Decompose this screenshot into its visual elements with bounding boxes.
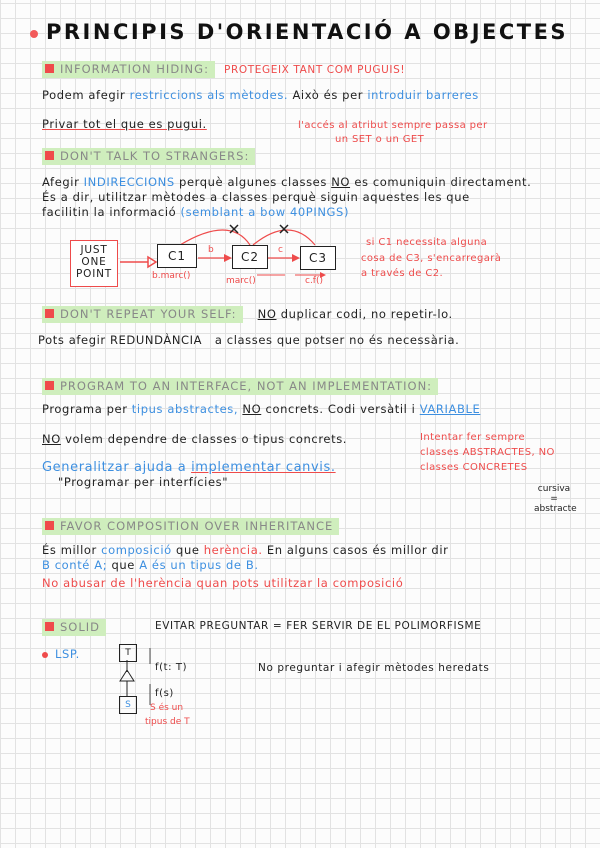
lsp-note: No preguntar i afegir mètodes heredats [258,662,490,674]
class-c1-box: C1 [157,244,197,268]
s5-line1: És millor composició que herència. En alguns casos és millor dir [42,543,449,557]
s4-note2: classes ABSTRACTES, NO [420,447,555,458]
diagram-note1: si C1 necessita alguna [366,237,488,248]
diagram-note3: a través de C2. [361,268,444,279]
just-one-point-box: JUST ONE POINT [70,240,118,287]
ft-label: f(t: T) [155,662,188,673]
s5-line3: No abusar de l'herència quan pots utilitzar la composició [42,576,404,590]
section-interface-heading: PROGRAM TO AN INTERFACE, NOT AN IMPLEMENTATION: [42,375,438,394]
uml-class-s: S [119,696,137,714]
s4-line2: NO volem dependre de classes o tipus concrets. [42,432,348,446]
fs-label: f(s) [155,688,174,699]
section-dry-heading: DON'T REPEAT YOUR SELF: NO duplicar codi, no repetir-lo. [42,303,453,322]
section-composition-heading: FAVOR COMPOSITION OVER INHERITANCE [42,515,339,534]
s4-note3: classes CONCRETES [420,462,528,473]
s2-line2: És a dir, utilitzar mètodes a classes perquè siguin aquestes les que [42,190,470,204]
s4-line4: "Programar per interfícies" [58,475,229,489]
lsp-label: LSP. [55,647,80,661]
s3-line1: Pots afegir REDUNDÀNCIA a classes que potser no és necessària. [38,333,460,347]
bullet-square-icon [45,381,54,390]
c2-call-label: marc() [226,276,256,286]
s5-line2: B conté A; que A és un tipus de B. [42,558,259,572]
bullet-square-icon [45,622,54,631]
s1-line2: Privar tot el que es pugui. [42,117,207,131]
class-c2-box: C2 [232,245,268,269]
c1-call-label: b.marc() [152,271,191,281]
lsp-bullet [42,652,48,658]
s2-line1: Afegir INDIRECCIONS perquè algunes classes NO es comuniquin directament. [42,175,532,189]
class-c3-box: C3 [300,246,336,270]
heading-note: PROTEGEIX TANT COM PUGUIS! [224,64,406,76]
bullet-square-icon [45,309,54,318]
s2-line3: facilitin la informació (semblant a bow 40PINGS) [42,205,350,219]
section-strangers-heading: DON'T TALK TO STRANGERS: [42,145,255,164]
cursive-note: cursiva = abstracte [534,484,577,514]
uml-class-t: T [119,644,137,662]
s4-note1: Intentar fer sempre [420,432,526,443]
uml-note1: S és un [150,703,184,713]
s1-note2: un SET o un GET [335,134,425,145]
bullet-square-icon [45,521,54,530]
arrow-label-b: b [208,245,214,255]
uml-note2: tipus de T [145,717,190,727]
section-solid-heading: SOLID [42,616,106,635]
c3-call-label: c.f() [305,276,323,286]
diagram-note2: cosa de C3, s'encarregarà [361,253,502,264]
solid-note: EVITAR PREGUNTAR = FER SERVIR DE EL POLIMORFISME [155,620,482,632]
section-info-hiding-heading: INFORMATION HIDING: PROTEGEIX TANT COM PUGUIS! [42,58,405,77]
page-title: PRINCIPIS D'ORIENTACIÓ A OBJECTES [46,20,569,44]
s1-note1: l'accés al atribut sempre passa per [298,120,488,131]
s4-line1: Programa per tipus abstractes, NO concrets. Codi versàtil i VARIABLE [42,402,481,416]
arrow-label-c: c [278,245,283,255]
s1-line1: Podem afegir restriccions als mètodes. Això és per introduir barreres [42,88,479,102]
s4-line3: Generalitzar ajuda a implementar canvis. [42,460,336,475]
